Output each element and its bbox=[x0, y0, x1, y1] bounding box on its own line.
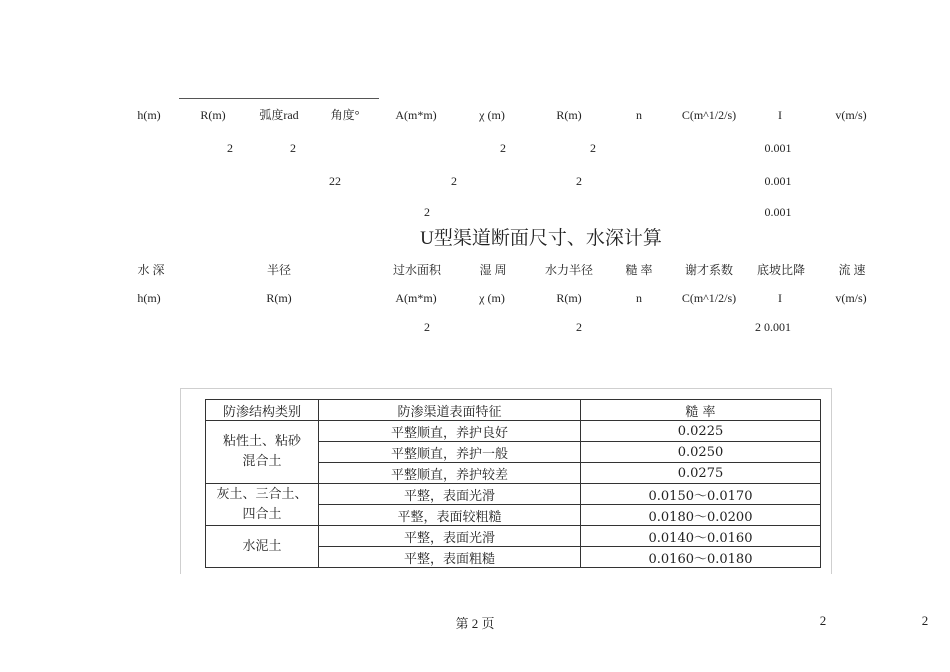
value-cell: 0.001 bbox=[764, 141, 792, 155]
label-hydraulic-radius: 水力半径 bbox=[544, 263, 594, 277]
value-cell: 2 bbox=[590, 141, 596, 155]
label-velocity: 流 速 bbox=[838, 263, 866, 277]
value-cell: 2 bbox=[424, 205, 430, 219]
header-roughness: 糙 率 bbox=[581, 400, 821, 421]
section-title: U型渠道断面尺寸、水深计算 bbox=[420, 228, 662, 249]
roughness-cell: 0.0180～0.0200 bbox=[581, 505, 821, 526]
col-h: h(m) bbox=[137, 291, 161, 305]
category-cell bbox=[206, 421, 319, 484]
label-wetted-perimeter: 湿 周 bbox=[479, 263, 507, 277]
col-n: n bbox=[636, 291, 642, 305]
header-feature: 防渗渠道表面特征 bbox=[319, 400, 581, 421]
value-cell: 2 bbox=[500, 141, 506, 155]
roughness-cell: 0.0275 bbox=[581, 463, 821, 484]
col-r: R(m) bbox=[200, 108, 226, 122]
col-hydraulic-radius: R(m) bbox=[556, 108, 582, 122]
roughness-cell: 0.0225 bbox=[581, 421, 821, 442]
col-hydraulic-radius: R(m) bbox=[556, 291, 582, 305]
value-cell: 2 0.001 bbox=[755, 320, 791, 334]
col-chezy: C(m^1/2/s) bbox=[681, 291, 737, 305]
top-rule bbox=[179, 98, 379, 99]
label-area: 过水面积 bbox=[392, 263, 442, 277]
roughness-cell: 0.0160～0.0180 bbox=[581, 547, 821, 568]
value-cell: 0.001 bbox=[764, 205, 792, 219]
category-line: 粘性土、粘砂 bbox=[222, 434, 301, 449]
feature-cell: 平整顺直，养护一般 bbox=[319, 442, 581, 463]
roughness-cell: 0.0140～0.0160 bbox=[581, 526, 821, 547]
roughness-table-image bbox=[180, 388, 832, 574]
col-wetted-perimeter: χ (m) bbox=[479, 291, 505, 305]
feature-cell: 平整顺直，养护良好 bbox=[319, 421, 581, 442]
footer-number: 2 bbox=[819, 613, 827, 628]
feature-cell: 平整，表面光滑 bbox=[319, 526, 581, 547]
table-row bbox=[206, 421, 821, 442]
feature-cell: 平整顺直，养护较差 bbox=[319, 463, 581, 484]
category-line: 混合土 bbox=[242, 454, 282, 469]
footer-number: 2 bbox=[921, 613, 929, 628]
roughness-cell: 0.0150～0.0170 bbox=[581, 484, 821, 505]
col-area: A(m*m) bbox=[395, 291, 437, 305]
col-degree: 角度° bbox=[330, 108, 360, 122]
value-cell: 2 bbox=[451, 174, 457, 188]
value-cell: 2 bbox=[424, 320, 430, 334]
value-cell: 2 bbox=[576, 320, 582, 334]
value-cell: 2 bbox=[227, 141, 233, 155]
col-h: h(m) bbox=[137, 108, 161, 122]
feature-cell: 平整，表面较粗糙 bbox=[319, 505, 581, 526]
page-number: 第 2 页 bbox=[455, 616, 495, 631]
feature-cell: 平整，表面光滑 bbox=[319, 484, 581, 505]
header-category: 防渗结构类别 bbox=[206, 400, 319, 421]
label-depth: 水 深 bbox=[137, 263, 165, 277]
col-velocity: v(m/s) bbox=[835, 108, 867, 122]
category-line: 灰土、三合土、 bbox=[216, 486, 308, 502]
label-radius: 半径 bbox=[266, 263, 292, 277]
label-slope: 底坡比降 bbox=[756, 263, 806, 277]
category-line: 四合土 bbox=[242, 506, 282, 522]
col-slope: I bbox=[778, 291, 782, 305]
table-row bbox=[206, 526, 821, 547]
label-chezy: 谢才系数 bbox=[684, 263, 734, 277]
category-cell bbox=[206, 526, 319, 568]
value-cell: 2 bbox=[576, 174, 582, 188]
value-cell: 0.001 bbox=[764, 174, 792, 188]
col-velocity: v(m/s) bbox=[835, 291, 867, 305]
col-area: A(m*m) bbox=[395, 108, 437, 122]
col-radian: 弧度rad bbox=[259, 108, 299, 122]
col-chezy: C(m^1/2/s) bbox=[681, 108, 737, 122]
col-n: n bbox=[636, 108, 642, 122]
table-header-row bbox=[206, 400, 821, 421]
category-line: 水泥土 bbox=[242, 538, 282, 554]
table-row bbox=[206, 484, 821, 505]
value-cell: 2 bbox=[290, 141, 296, 155]
roughness-table bbox=[205, 399, 821, 568]
col-slope: I bbox=[778, 108, 782, 122]
col-r: R(m) bbox=[266, 291, 292, 305]
roughness-cell: 0.0250 bbox=[581, 442, 821, 463]
col-wetted-perimeter: χ (m) bbox=[479, 108, 505, 122]
feature-cell: 平整，表面粗糙 bbox=[319, 547, 581, 568]
value-cell: 22 bbox=[329, 174, 341, 188]
label-roughness: 糙 率 bbox=[625, 263, 653, 277]
category-cell bbox=[206, 484, 319, 526]
